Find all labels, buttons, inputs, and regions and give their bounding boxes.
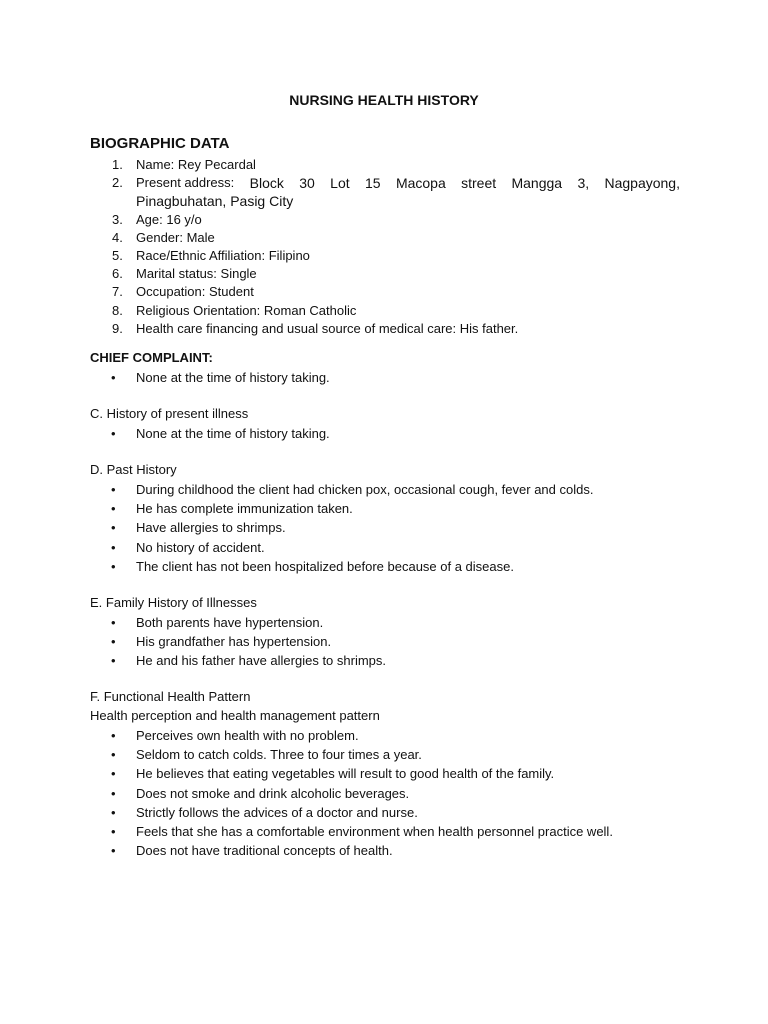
address-label: Present address: — [136, 175, 235, 191]
item-text: Gender: Male — [136, 229, 215, 245]
list-item: • Does not have traditional concepts of health. — [90, 841, 710, 860]
present-illness-list — [90, 424, 710, 443]
item-text: Religious Orientation: Roman Catholic — [136, 302, 357, 318]
item-text: Marital status: Single — [136, 266, 257, 282]
item-number: 8. — [112, 302, 123, 318]
list-item: • Perceives own health with no problem. — [90, 726, 710, 745]
list-item: • The client has not been hospitalized before because of a disease. — [90, 557, 710, 576]
item-number: 9. — [112, 320, 123, 336]
address-word: 15 — [365, 175, 381, 192]
biographic-item — [90, 320, 680, 338]
address-word: Block — [249, 175, 284, 192]
biographic-heading: BIOGRAPHIC DATA — [90, 135, 230, 152]
list-item: • Does not smoke and drink alcoholic beverages. — [90, 784, 710, 803]
item-number: 6. — [112, 266, 123, 282]
list-item: • He has complete immunization taken. — [90, 499, 710, 518]
present-illness-heading: C. History of present illness — [90, 406, 249, 421]
biographic-item — [90, 229, 680, 247]
address-word: Lot — [330, 175, 350, 192]
biographic-item — [90, 265, 680, 283]
family-history-heading: E. Family History of Illnesses — [90, 595, 257, 610]
address-word: 30 — [299, 175, 315, 192]
address-line-2: Pinagbuhatan, Pasig City — [136, 193, 294, 210]
chief-complaint-heading: CHIEF COMPLAINT: — [90, 350, 213, 365]
item-text: Age: 16 y/o — [136, 211, 202, 227]
list-item: • None at the time of history taking. — [90, 368, 710, 387]
address-word: street — [461, 175, 497, 192]
list-item: • Both parents have hypertension. — [90, 613, 710, 632]
list-item: • Strictly follows the advices of a doctor and nurse. — [90, 803, 710, 822]
item-text: Health care financing and usual source of medical care: His father. — [136, 320, 519, 336]
functional-pattern-heading: F. Functional Health Pattern — [90, 689, 251, 704]
list-item: • Seldom to catch colds. Three to four times a year. — [90, 745, 710, 764]
past-history-list — [90, 480, 710, 576]
functional-pattern-list — [90, 726, 710, 860]
past-history-heading: D. Past History — [90, 462, 177, 477]
item-number: 7. — [112, 284, 123, 300]
list-item: • His grandfather has hypertension. — [90, 632, 710, 651]
functional-pattern-subheading: Health perception and health management pattern — [90, 708, 380, 723]
item-number: 3. — [112, 211, 123, 227]
list-item: • None at the time of history taking. — [90, 424, 710, 443]
biographic-item-address — [90, 174, 680, 210]
biographic-list — [90, 156, 680, 338]
family-history-list — [90, 613, 710, 671]
address-word: Nagpayong, — [604, 175, 680, 192]
biographic-item — [90, 211, 680, 229]
address-word: Mangga — [511, 175, 563, 192]
item-text: Race/Ethnic Affiliation: Filipino — [136, 248, 310, 264]
list-item: • Feels that she has a comfortable environment when health personnel practice well. — [90, 822, 710, 841]
list-item: • He and his father have allergies to shrimps. — [90, 651, 710, 670]
item-number: 5. — [112, 248, 123, 264]
item-text: Name: Rey Pecardal — [136, 157, 256, 172]
chief-complaint-list — [90, 368, 710, 387]
biographic-item — [90, 247, 680, 265]
address-line-1 — [136, 174, 680, 192]
item-number: 4. — [112, 229, 123, 245]
document-title: NURSING HEALTH HISTORY — [289, 92, 479, 108]
address-word: 3, — [577, 175, 590, 192]
list-item: • Have allergies to shrimps. — [90, 518, 710, 537]
biographic-item — [90, 283, 680, 301]
biographic-item — [90, 302, 680, 320]
address-word: Macopa — [395, 175, 446, 192]
biographic-item — [90, 156, 680, 174]
item-number: 1. — [112, 157, 123, 172]
item-number: 2. — [112, 175, 123, 191]
item-text: Occupation: Student — [136, 284, 254, 300]
list-item: • He believes that eating vegetables will result to good health of the family. — [90, 764, 710, 783]
list-item: • No history of accident. — [90, 538, 710, 557]
list-item: • During childhood the client had chicken pox, occasional cough, fever and colds. — [90, 480, 710, 499]
